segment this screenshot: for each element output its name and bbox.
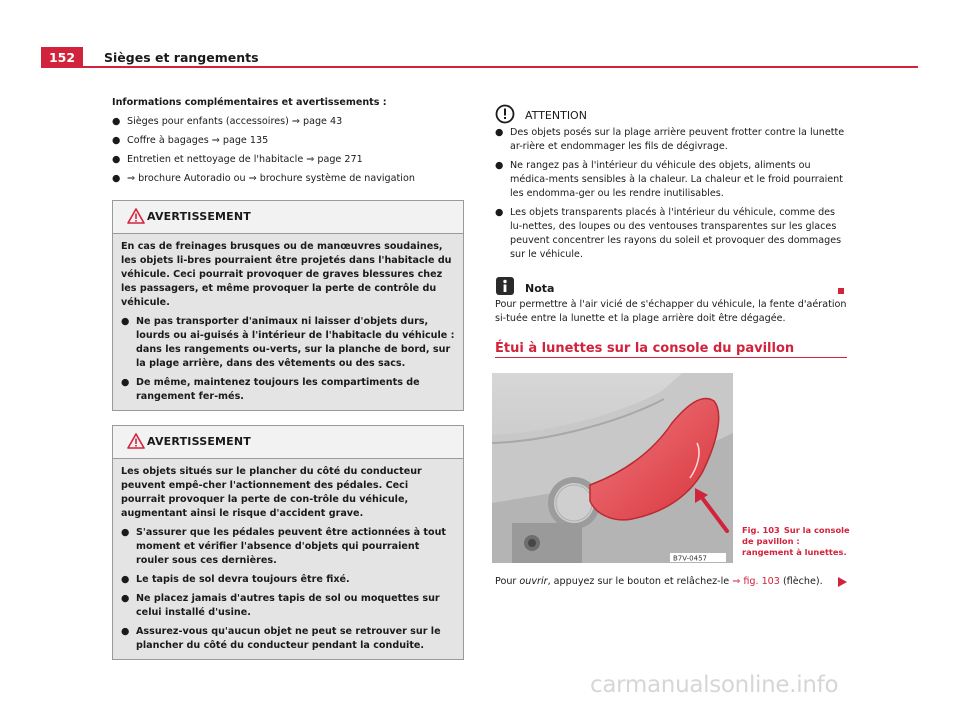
attention-header <box>495 104 847 124</box>
warning-header <box>113 426 463 459</box>
bullet-icon: ● <box>121 377 130 388</box>
warning-paragraph: Les objets situés sur le plancher du côté du conducteur peuvent empê-cher l'actionnement des pédales. Ceci pourrait provoquer la perte de con-trôle du véhicule, augmentant ainsi le risque d'accident grave. <box>121 466 422 519</box>
section-title: Étui à lunettes sur la console du pavillon <box>495 341 795 356</box>
section-end-marker <box>838 288 844 294</box>
left-column <box>112 96 464 660</box>
page-number: 152 <box>41 47 83 68</box>
list-item: ● Entretien et nettoyage de l'habitacle ⇒ page 271 <box>112 154 363 165</box>
attention-icon <box>495 104 515 124</box>
nota-header <box>495 276 847 298</box>
watermark: carmanualsonline.info <box>590 672 839 698</box>
warning-box-2 <box>112 425 464 660</box>
warning-box-1 <box>112 200 464 411</box>
warning-body <box>113 459 463 659</box>
bullet-icon: ● <box>112 154 121 165</box>
section-rule <box>495 357 847 358</box>
figure-image <box>492 373 733 563</box>
list-item: ● Sièges pour enfants (accessoires) ⇒ page 43 <box>112 116 343 127</box>
instruction-text: Pour ouvrir, appuyez sur le bouton et relâchez-le ⇒ fig. 103 (flèche). <box>495 576 823 587</box>
attention-label: ATTENTION <box>525 109 587 122</box>
figure-reference-link[interactable]: ⇒ fig. 103 <box>732 576 780 587</box>
warning-bullet: ● Ne pas transporter d'animaux ni laisser d'objets durs, lourds ou ai-guisés à l'intérieur de l'habitacle du véhicule : dans les rangements ou-verts, sur la planche de bord, sur la plage arrière, dans des vêtements ou des sacs. <box>121 316 455 369</box>
list-item: ● ⇒ brochure Autoradio ou ⇒ brochure système de navigation <box>112 173 415 184</box>
page-title: Sièges et rangements <box>104 50 259 65</box>
figure-caption <box>742 525 852 558</box>
nota-text: Pour permettre à l'air vicié de s'échapper du véhicule, la fente d'aération si-tuée entre la lunette et la plage arrière doit être dégagée. <box>495 299 847 324</box>
figure-number: Fig. 103 <box>742 525 780 535</box>
bullet-icon: ● <box>121 527 130 538</box>
warning-bullet: ● Ne placez jamais d'autres tapis de sol ou moquettes sur celui installé d'usine. <box>121 593 440 618</box>
bullet-icon: ● <box>121 593 130 604</box>
bullet-icon: ● <box>495 127 504 138</box>
warning-bullet: ● Le tapis de sol devra toujours être fixé. <box>121 574 350 585</box>
attention-item: ● Des objets posés sur la plage arrière peuvent frotter contre la lunette ar-rière et endommager les fils de dégivrage. <box>495 127 845 152</box>
list-item: ● Coffre à bagages ⇒ page 135 <box>112 135 269 146</box>
warning-triangle-icon <box>127 433 145 449</box>
warning-label: AVERTISSEMENT <box>147 210 252 223</box>
info-icon <box>495 276 515 296</box>
bullet-icon: ● <box>495 207 504 218</box>
attention-item: ● Les objets transparents placés à l'intérieur du véhicule, comme des lu-nettes, des loupes ou des ventouses transparentes sur les glaces peuvent concentrer les rayons du soleil et provoquer des dommages sur le véhicule. <box>495 207 842 260</box>
warning-label: AVERTISSEMENT <box>147 435 252 448</box>
bullet-icon: ● <box>121 574 130 585</box>
warning-bullet: ● De même, maintenez toujours les compartiments de rangement fer-més. <box>121 377 420 402</box>
info-heading: Informations complémentaires et avertissements : <box>112 97 387 108</box>
warning-paragraph: En cas de freinages brusques ou de manœuvres soudaines, les objets li-bres pourraient être projetés dans l'habitacle du véhicule. Ceci pourrait provoquer de graves blessures chez les passagers, et même provoquer la perte de contrôle du véhicule. <box>121 241 452 308</box>
roof-console-illustration <box>492 373 733 563</box>
warning-header <box>113 201 463 234</box>
warning-triangle-icon <box>127 208 145 224</box>
warning-bullet: ● S'assurer que les pédales peuvent être actionnées à tout moment et vérifier l'absence d'objets qui pourraient rouler sous ces dernières. <box>121 527 446 566</box>
bullet-icon: ● <box>112 173 121 184</box>
warning-body <box>113 234 463 410</box>
bullet-icon: ● <box>121 626 130 637</box>
warning-bullet: ● Assurez-vous qu'aucun objet ne peut se retrouver sur le plancher du côté du conducteur pendant la conduite. <box>121 626 441 651</box>
bullet-icon: ● <box>495 160 504 171</box>
right-column <box>495 104 847 331</box>
attention-item: ● Ne rangez pas à l'intérieur du véhicule des objets, aliments ou médica-ments sensibles à la chaleur. La chaleur et le froid pourraient les endomma-ger ou les rendre inutilisables. <box>495 160 843 199</box>
continue-arrow-icon <box>838 577 847 587</box>
bullet-icon: ● <box>121 316 130 327</box>
figure-code: B7V-0457 <box>673 554 707 563</box>
nota-label: Nota <box>525 282 555 295</box>
header-rule <box>41 66 918 68</box>
bullet-icon: ● <box>112 116 121 127</box>
info-list <box>112 115 464 186</box>
bullet-icon: ● <box>112 135 121 146</box>
figure-caption-text: Sur la console de pavillon : rangement à lunettes. <box>742 525 850 557</box>
